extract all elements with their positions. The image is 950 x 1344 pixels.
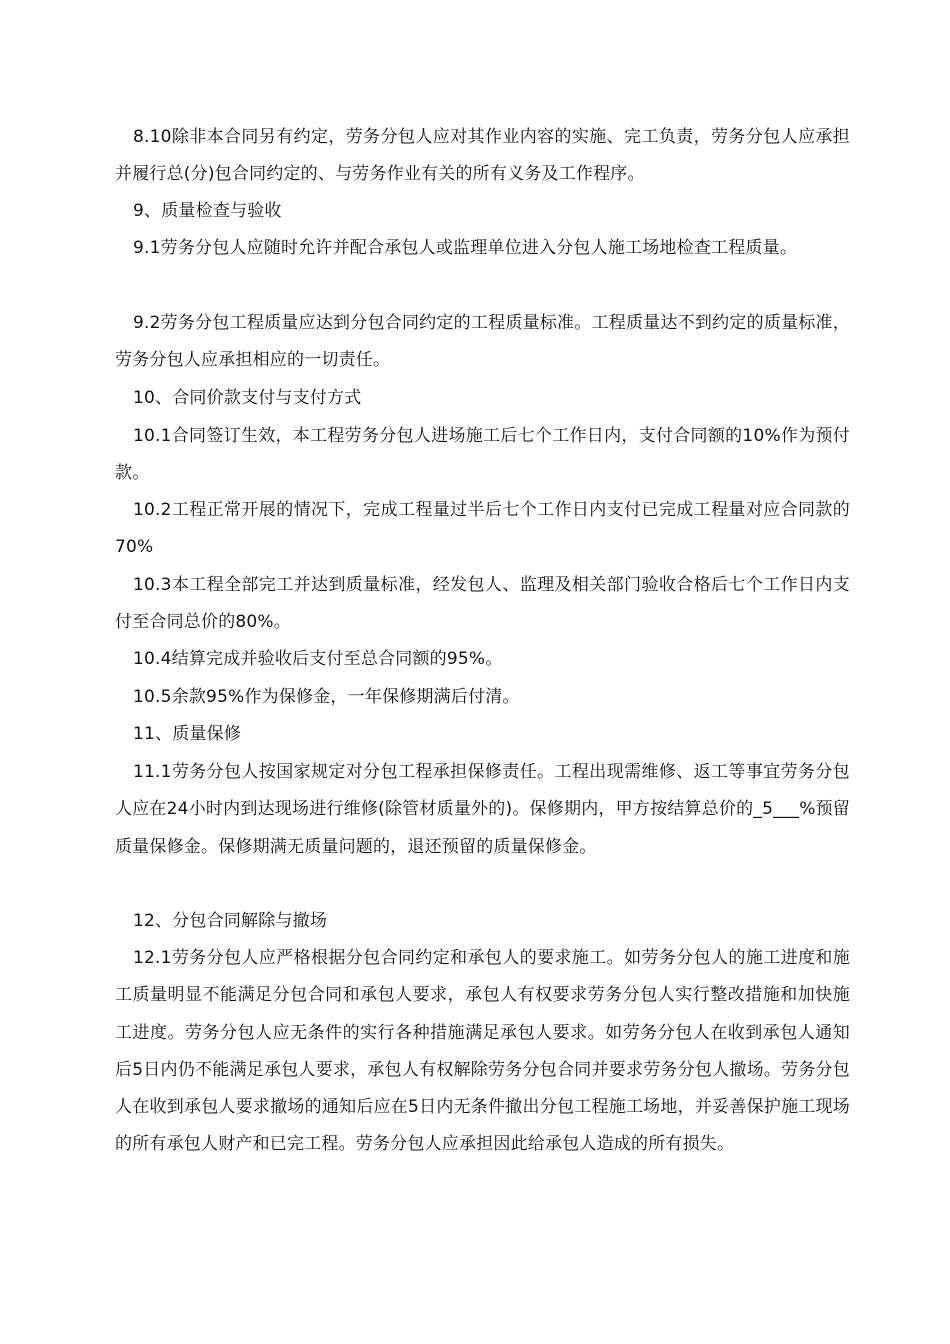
paragraph-10-2: 10.2工程正常开展的情况下，完成工程量过半后七个工作日内支付已完成工程量对应合同款的70%: [115, 500, 850, 558]
paragraph-10-4: 10.4结算完成并验收后支付至总合同额的95%。: [133, 649, 503, 669]
paragraph-10-3: 10.3本工程全部完工并达到质量标准，经发包人、监理及相关部门验收合格后七个工作日内支付至合同总价的80%。: [115, 575, 850, 633]
paragraph-12-1: 12.1劳务分包人应严格根据分包合同约定和承包人的要求施工。如劳务分包人的施工进度和施工质量明显不能满足分包合同和承包人要求，承包人有权要求劳务分包人实行整改措施和加快施工进度。劳务分包人应无条件的实行各种措施满足承包人要求。如劳务分包人在收到承包人通知后5日内仍不能满足承包人要求，承包人有权解除劳务分包合同并要求劳务分包人撤场。劳务分包人在收到承包人要求撤场的通知后应在5日内无条件撤出分包工程施工场地，并妥善保护施工现场的所有承包人财产和已完工程。劳务分包人应承担因此给承包人造成的所有损失。: [115, 948, 850, 1155]
section-heading-12: 12、分包合同解除与撤场: [133, 911, 328, 931]
paragraph-10-1: 10.1合同签订生效，本工程劳务分包人进场施工后七个工作日内，支付合同额的10%作为预付款。: [115, 426, 850, 484]
paragraph-9-2: 9.2劳务分包工程质量应达到分包合同约定的工程质量标准。工程质量达不到约定的质量标准，劳务分包人应承担相应的一切责任。: [115, 313, 850, 371]
paragraph-11-1: 11.1劳务分包人按国家规定对分包工程承担保修责任。工程出现需维修、返工等事宜劳务分包人应在24小时内到达现场进行维修(除管材质量外的)。保修期内，甲方按结算总价的_5___%预留质量保修金。保修期满无质量问题的，退还预留的质量保修金。: [115, 762, 850, 857]
section-heading-11: 11、质量保修: [133, 724, 242, 744]
paragraph-9-1: 9.1劳务分包人应随时允许并配合承包人或监理单位进入分包人施工场地检查工程质量。: [133, 238, 798, 258]
section-heading-10: 10、合同价款支付与支付方式: [133, 388, 362, 408]
section-heading-9: 9、质量检查与验收: [133, 201, 282, 221]
paragraph-10-5: 10.5余款95%作为保修金，一年保修期满后付清。: [133, 687, 520, 707]
paragraph-8-10: 8.10除非本合同另有约定，劳务分包人应对其作业内容的实施、完工负责，劳务分包人应承担并履行总(分)包合同约定的、与劳务作业有关的所有义务及工作程序。: [115, 127, 850, 185]
